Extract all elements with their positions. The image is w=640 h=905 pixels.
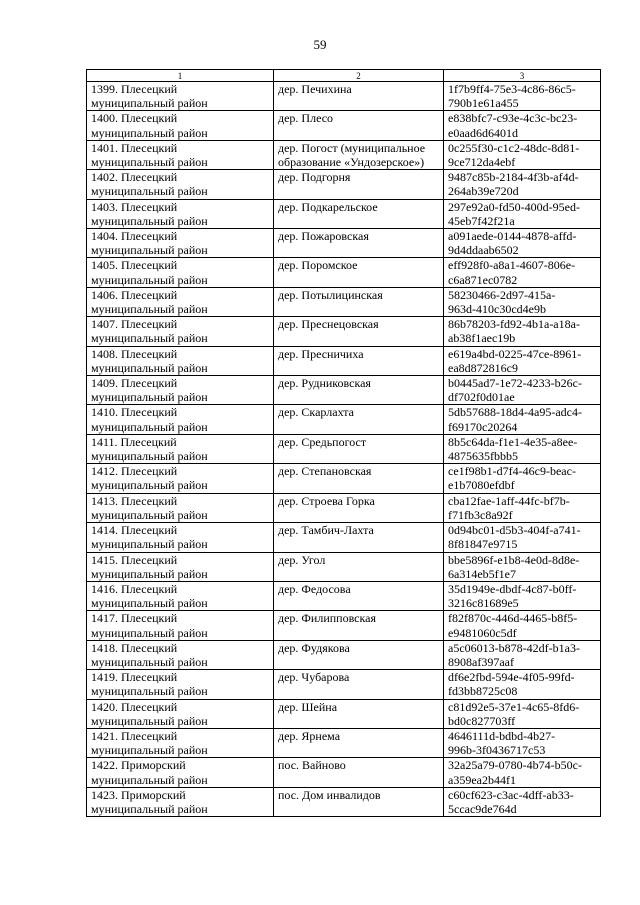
guid-cell-line: e1b7080efdbf — [448, 478, 515, 493]
column-header-2: 2 — [274, 70, 444, 82]
guid-cell — [444, 170, 601, 199]
district-cell-line: 1412. Плесецкий — [91, 464, 178, 479]
district-cell-line: муниципальный район — [91, 801, 208, 816]
district-cell-line: муниципальный район — [91, 625, 208, 640]
guid-cell-line: a091aede-0144-4878-affd- — [448, 229, 577, 244]
guid-cell — [444, 581, 601, 610]
settlement-cell — [274, 493, 444, 522]
settlement-cell — [274, 728, 444, 757]
guid-cell — [444, 670, 601, 699]
district-cell — [87, 787, 274, 816]
district-cell — [87, 258, 274, 287]
table-row — [87, 317, 601, 346]
guid-cell-line: c60cf623-c3ac-4dff-ab33- — [448, 787, 574, 802]
settlement-cell — [274, 640, 444, 669]
district-cell-line: 1411. Плесецкий — [91, 434, 177, 449]
district-cell-line: 1402. Плесецкий — [91, 170, 178, 185]
district-cell-line: муниципальный район — [91, 684, 208, 699]
guid-cell-line: ab38f1aec19b — [448, 331, 516, 346]
settlement-cell-line: дер. Подгорня — [278, 170, 351, 185]
settlement-cell — [274, 405, 444, 434]
settlement-cell-line: дер. Филипповская — [278, 611, 377, 626]
settlement-cell — [274, 581, 444, 610]
district-cell — [87, 464, 274, 493]
guid-cell-line: 58230466-2d97-415a- — [448, 287, 556, 302]
guid-cell — [444, 699, 601, 728]
district-cell-line: 1420. Плесецкий — [91, 699, 178, 714]
settlement-cell — [274, 611, 444, 640]
settlement-cell — [274, 552, 444, 581]
table-row — [87, 434, 601, 463]
guid-cell — [444, 111, 601, 140]
settlement-cell-line: дер. Фудякова — [278, 640, 350, 655]
settlement-cell-line: дер. Потылицинская — [278, 287, 383, 302]
column-header-1: 1 — [87, 70, 274, 82]
guid-cell-line: f82f870c-446d-4465-b8f5- — [448, 611, 578, 626]
district-cell-line: 1413. Плесецкий — [91, 493, 178, 508]
table-row — [87, 140, 601, 169]
settlement-cell — [274, 258, 444, 287]
district-cell-line: 1417. Плесецкий — [91, 611, 178, 626]
district-cell-line: 1414. Плесецкий — [91, 523, 178, 538]
guid-cell — [444, 140, 601, 169]
district-cell — [87, 229, 274, 258]
settlement-cell-line: дер. Строева Горка — [278, 493, 375, 508]
table-row — [87, 758, 601, 787]
district-cell-line: 1419. Плесецкий — [91, 670, 178, 685]
guid-cell-line: e0aad6d6401d — [448, 125, 518, 140]
district-cell-line: 1399. Плесецкий — [91, 82, 178, 96]
guid-cell-line: 1f7b9ff4-75e3-4c86-86c5- — [448, 82, 576, 96]
settlement-cell-line: дер. Средьпогост — [278, 434, 367, 449]
table-row — [87, 552, 601, 581]
guid-cell-line: cba12fae-1aff-44fc-bf7b- — [448, 493, 570, 508]
table-row — [87, 111, 601, 140]
guid-cell — [444, 82, 601, 111]
district-cell — [87, 552, 274, 581]
settlement-cell — [274, 523, 444, 552]
district-cell-line: муниципальный район — [91, 360, 208, 375]
settlement-cell-line: образование «Ундозерское») — [278, 155, 425, 170]
district-cell — [87, 111, 274, 140]
settlement-cell — [274, 287, 444, 316]
guid-cell — [444, 405, 601, 434]
guid-cell-line: ce1f98b1-d7f4-46c9-beac- — [448, 464, 576, 479]
guid-cell-line: 32a25a79-0780-4b74-b50c- — [448, 758, 582, 773]
settlement-cell — [274, 758, 444, 787]
district-cell-line: 1403. Плесецкий — [91, 199, 178, 214]
guid-cell-line: 264ab39e720d — [448, 184, 519, 199]
table-header-row — [87, 70, 601, 82]
guid-cell-line: eff928f0-a8a1-4607-806e- — [448, 258, 576, 273]
district-cell-line: 1405. Плесецкий — [91, 258, 178, 273]
guid-cell-line: 996b-3f0436717c53 — [448, 743, 546, 758]
guid-cell-line: df6e2fbd-594e-4f05-99fd- — [448, 670, 575, 685]
guid-cell-line: c6a871ec0782 — [448, 272, 518, 287]
guid-cell-line: 3216c81689e5 — [448, 596, 519, 611]
district-cell — [87, 699, 274, 728]
district-cell — [87, 640, 274, 669]
settlement-cell-line: дер. Чубарова — [278, 670, 350, 685]
table-row — [87, 258, 601, 287]
settlement-cell-line: дер. Погост (муниципальное — [278, 140, 426, 155]
guid-cell — [444, 434, 601, 463]
table-row — [87, 581, 601, 610]
guid-cell-line: 8f81847e9715 — [448, 537, 518, 552]
guid-cell-line: a359ea2b44f1 — [448, 772, 516, 787]
guid-cell-line: 35d1949e-dbdf-4c87-b0ff- — [448, 581, 577, 596]
guid-cell — [444, 258, 601, 287]
district-cell-line: 1421. Плесецкий — [91, 728, 178, 743]
table-row — [87, 699, 601, 728]
settlement-cell-line: дер. Скарлахта — [278, 405, 354, 420]
guid-cell — [444, 728, 601, 757]
district-cell-line: муниципальный район — [91, 390, 208, 405]
district-cell — [87, 434, 274, 463]
table-row — [87, 611, 601, 640]
table-row — [87, 229, 601, 258]
guid-cell — [444, 229, 601, 258]
district-cell-line: 1423. Приморский — [91, 787, 186, 802]
settlement-cell-line: дер. Степановская — [278, 464, 372, 479]
table-row — [87, 640, 601, 669]
district-cell-line: муниципальный район — [91, 213, 208, 228]
district-cell-line: 1408. Плесецкий — [91, 346, 178, 361]
district-cell — [87, 523, 274, 552]
settlement-cell-line: пос. Дом инвалидов — [278, 787, 381, 802]
table-row — [87, 670, 601, 699]
district-cell — [87, 170, 274, 199]
guid-cell-line: bd0c827703ff — [448, 713, 516, 728]
district-cell — [87, 140, 274, 169]
guid-cell — [444, 758, 601, 787]
settlement-cell — [274, 434, 444, 463]
district-cell-line: муниципальный район — [91, 184, 208, 199]
district-cell-line: 1406. Плесецкий — [91, 287, 178, 302]
guid-cell — [444, 787, 601, 816]
table-row — [87, 346, 601, 375]
district-cell-line: муниципальный район — [91, 125, 208, 140]
guid-cell-line: f71fb3c8a92f — [448, 507, 513, 522]
district-cell-line: муниципальный район — [91, 537, 208, 552]
district-cell — [87, 287, 274, 316]
district-cell-line: муниципальный район — [91, 596, 208, 611]
table-row — [87, 376, 601, 405]
district-cell-line: 1415. Плесецкий — [91, 552, 178, 567]
settlement-cell-line: дер. Печихина — [278, 82, 352, 96]
district-cell-line: муниципальный район — [91, 449, 208, 464]
table-row — [87, 464, 601, 493]
guid-cell-line: 8908af397aaf — [448, 654, 514, 669]
guid-cell-line: e838bfc7-c93e-4c3c-bc23- — [448, 111, 578, 126]
district-cell-line: муниципальный район — [91, 507, 208, 522]
district-cell — [87, 670, 274, 699]
guid-cell-line: bbe5896f-e1b8-4e0d-8d8e- — [448, 552, 580, 567]
table-row — [87, 82, 601, 111]
guid-cell-line: 0c255f30-c1c2-48dc-8d81- — [448, 140, 580, 155]
district-cell — [87, 493, 274, 522]
settlement-cell-line: дер. Угол — [278, 552, 326, 567]
settlement-cell — [274, 670, 444, 699]
settlement-cell-line: дер. Поромское — [278, 258, 358, 273]
guid-cell — [444, 287, 601, 316]
guid-cell — [444, 523, 601, 552]
settlement-cell-line: дер. Тамбич-Лахта — [278, 523, 374, 538]
district-cell-line: муниципальный район — [91, 713, 208, 728]
settlement-cell-line: дер. Федосова — [278, 581, 351, 596]
settlement-cell — [274, 699, 444, 728]
guid-cell — [444, 611, 601, 640]
district-cell-line: 1410. Плесецкий — [91, 405, 178, 420]
district-cell-line: муниципальный район — [91, 331, 208, 346]
guid-cell — [444, 640, 601, 669]
guid-cell — [444, 346, 601, 375]
guid-cell-line: df702f0d01ae — [448, 390, 515, 405]
guid-cell-line: 45eb7f42f21a — [448, 213, 515, 228]
district-cell — [87, 611, 274, 640]
settlement-cell-line: дер. Шейна — [278, 699, 338, 714]
district-cell-line: муниципальный район — [91, 302, 208, 317]
table-row — [87, 170, 601, 199]
settlement-cell-line: дер. Рудниковская — [278, 376, 371, 391]
district-cell-line: муниципальный район — [91, 419, 208, 434]
settlement-cell — [274, 229, 444, 258]
guid-cell-line: e9481060c5df — [448, 625, 517, 640]
settlement-cell — [274, 787, 444, 816]
guid-cell-line: ea8d872816c9 — [448, 360, 518, 375]
district-cell-line: 1409. Плесецкий — [91, 376, 178, 391]
settlement-cell-line: пос. Вайново — [278, 758, 346, 773]
district-cell — [87, 758, 274, 787]
district-cell-line: муниципальный район — [91, 772, 208, 787]
district-cell-line: 1416. Плесецкий — [91, 581, 178, 596]
guid-cell — [444, 493, 601, 522]
guid-cell-line: 9d4ddaab6502 — [448, 243, 519, 258]
guid-cell-line: 0d94bc01-d5b3-404f-a741- — [448, 523, 581, 538]
settlement-cell-line: дер. Пресничиха — [278, 346, 364, 361]
guid-cell-line: a5c06013-b878-42df-b1a3- — [448, 640, 580, 655]
district-cell-line: 1400. Плесецкий — [91, 111, 178, 126]
district-cell-line: муниципальный район — [91, 243, 208, 258]
guid-cell-line: 4646111d-bdbd-4b27- — [448, 728, 556, 743]
settlement-cell-line: дер. Ярнема — [278, 728, 341, 743]
guid-cell — [444, 552, 601, 581]
district-cell-line: 1422. Приморский — [91, 758, 186, 773]
table-row — [87, 199, 601, 228]
district-cell — [87, 199, 274, 228]
district-cell-line: 1401. Плесецкий — [91, 140, 178, 155]
district-cell — [87, 376, 274, 405]
guid-cell-line: 963d-410c30cd4e9b — [448, 302, 546, 317]
guid-cell-line: 297e92a0-fd50-400d-95ed- — [448, 199, 580, 214]
settlement-cell — [274, 82, 444, 111]
district-cell-line: 1404. Плесецкий — [91, 229, 178, 244]
guid-cell-line: 790b1e61a455 — [448, 96, 519, 111]
settlement-cell-line: дер. Плесо — [278, 111, 334, 126]
district-cell-line: муниципальный район — [91, 478, 208, 493]
guid-cell-line: 5ccac9de764d — [448, 801, 517, 816]
settlement-cell-line: дер. Пожаровская — [278, 229, 369, 244]
district-cell-line: 1418. Плесецкий — [91, 640, 178, 655]
guid-cell — [444, 317, 601, 346]
guid-cell — [444, 376, 601, 405]
district-cell-line: муниципальный район — [91, 743, 208, 758]
district-cell-line: муниципальный район — [91, 96, 208, 111]
settlement-cell — [274, 346, 444, 375]
district-cell — [87, 728, 274, 757]
guid-cell-line: fd3bb8725c08 — [448, 684, 518, 699]
settlement-cell — [274, 317, 444, 346]
settlements-table — [86, 69, 601, 817]
guid-cell — [444, 464, 601, 493]
settlement-cell — [274, 140, 444, 169]
settlement-cell — [274, 464, 444, 493]
guid-cell-line: e619a4bd-0225-47ce-8961- — [448, 346, 582, 361]
district-cell — [87, 581, 274, 610]
district-cell — [87, 317, 274, 346]
district-cell-line: муниципальный район — [91, 654, 208, 669]
guid-cell — [444, 199, 601, 228]
column-header-3: 3 — [444, 70, 601, 82]
guid-cell-line: 5db57688-18d4-4a95-adc4- — [448, 405, 582, 420]
guid-cell-line: 9487c85b-2184-4f3b-af4d- — [448, 170, 579, 185]
guid-cell-line: 6a314eb5f1e7 — [448, 566, 516, 581]
district-cell-line: муниципальный район — [91, 566, 208, 581]
guid-cell-line: 9ce712da4ebf — [448, 155, 516, 170]
guid-cell-line: 8b5c64da-f1e1-4e35-a8ee- — [448, 434, 578, 449]
table-row — [87, 287, 601, 316]
guid-cell-line: f69170c20264 — [448, 419, 518, 434]
table-row — [87, 787, 601, 816]
district-cell — [87, 405, 274, 434]
guid-cell-line: 86b78203-fd92-4b1a-a18a- — [448, 317, 580, 332]
page-number: 59 — [313, 37, 327, 52]
settlement-cell-line: дер. Преснецовская — [278, 317, 379, 332]
guid-cell-line: c81d92e5-37e1-4c65-8fd6- — [448, 699, 580, 714]
guid-cell-line: 4875635fbbb5 — [448, 449, 518, 464]
table-row — [87, 728, 601, 757]
table-row — [87, 493, 601, 522]
table-row — [87, 523, 601, 552]
settlement-cell — [274, 111, 444, 140]
district-cell-line: муниципальный район — [91, 155, 208, 170]
settlement-cell — [274, 376, 444, 405]
district-cell — [87, 82, 274, 111]
district-cell-line: 1407. Плесецкий — [91, 317, 178, 332]
settlement-cell — [274, 170, 444, 199]
settlement-cell-line: дер. Подкарельское — [278, 199, 378, 214]
guid-cell-line: b0445ad7-1e72-4233-b26c- — [448, 376, 582, 391]
district-cell — [87, 346, 274, 375]
district-cell-line: муниципальный район — [91, 272, 208, 287]
table-row — [87, 405, 601, 434]
settlement-cell — [274, 199, 444, 228]
